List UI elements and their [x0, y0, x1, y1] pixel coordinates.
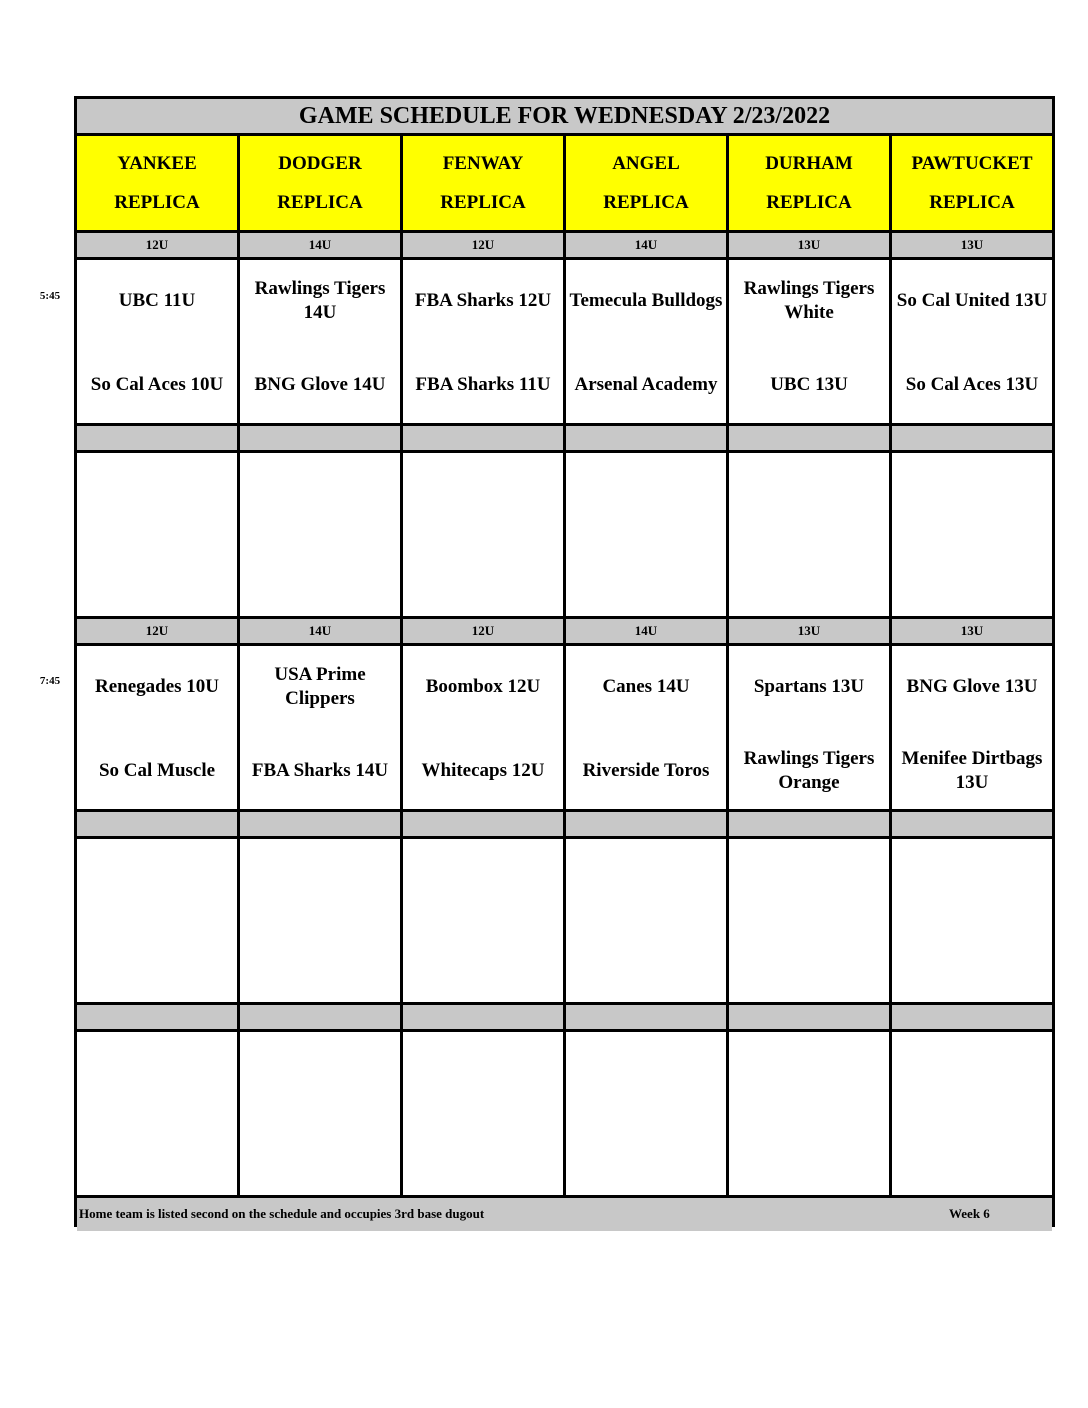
away-team: USA Prime Clippers	[274, 664, 366, 709]
empty-divider	[403, 426, 563, 450]
field-header-fenway	[403, 136, 563, 230]
field-sub: REPLICA	[440, 191, 526, 213]
empty-game-cell	[729, 839, 889, 1002]
empty-divider	[566, 426, 726, 450]
empty-divider	[729, 426, 889, 450]
empty-game-cell	[240, 1032, 400, 1195]
empty-game-cell	[566, 453, 726, 616]
empty-game-cell	[403, 1032, 563, 1195]
game-cell	[403, 260, 563, 423]
week-label: Week 6	[949, 1206, 990, 1221]
empty-game-cell	[77, 1032, 237, 1195]
empty-game-cell	[892, 1032, 1052, 1195]
division-label: 13U	[729, 619, 889, 643]
empty-game-cell	[892, 453, 1052, 616]
empty-game-cell	[566, 839, 726, 1002]
away-team: Spartans 13U	[753, 676, 865, 697]
field-sub: REPLICA	[929, 191, 1015, 213]
game-cell	[240, 260, 400, 423]
empty-game-cell	[892, 839, 1052, 1002]
away-team: Renegades 10U	[94, 676, 220, 697]
field-name: DODGER	[278, 152, 362, 174]
footer-note: Home team is listed second on the schedule and occupies 3rd base dugout	[79, 1206, 485, 1221]
home-team: So Cal Aces 13U	[905, 374, 1039, 395]
home-team: So Cal Muscle	[98, 760, 216, 781]
division-label: 14U	[566, 619, 726, 643]
field-header-dodger	[240, 136, 400, 230]
empty-divider	[240, 426, 400, 450]
game-cell	[729, 646, 889, 809]
empty-divider	[403, 1005, 563, 1029]
empty-game-cell	[240, 839, 400, 1002]
empty-divider	[892, 812, 1052, 836]
empty-game-cell	[729, 1032, 889, 1195]
field-name: ANGEL	[612, 152, 680, 174]
home-team: So Cal Aces 10U	[90, 374, 224, 395]
home-team: Rawlings Tigers Orange	[743, 748, 875, 793]
away-team: So Cal United 13U	[896, 290, 1048, 311]
home-team: Arsenal Academy	[574, 374, 718, 395]
time-label-slot-2: 7:45	[39, 675, 61, 687]
empty-divider	[566, 812, 726, 836]
field-header-yankee	[77, 136, 237, 230]
game-cell	[403, 646, 563, 809]
division-label: 13U	[892, 619, 1052, 643]
field-header-pawtucket	[892, 136, 1052, 230]
division-label: 14U	[566, 233, 726, 257]
field-name: DURHAM	[765, 152, 853, 174]
home-team: Menifee Dirtbags 13U	[901, 748, 1043, 793]
field-sub: REPLICA	[603, 191, 689, 213]
home-team: Riverside Toros	[582, 760, 710, 781]
field-header-angel	[566, 136, 726, 230]
field-sub: REPLICA	[277, 191, 363, 213]
home-team: FBA Sharks 11U	[415, 374, 551, 395]
empty-divider	[892, 1005, 1052, 1029]
empty-game-cell	[403, 453, 563, 616]
division-label: 13U	[729, 233, 889, 257]
home-team: UBC 13U	[770, 374, 848, 395]
game-cell	[566, 260, 726, 423]
empty-divider	[77, 812, 237, 836]
empty-game-cell	[729, 453, 889, 616]
empty-divider	[566, 1005, 726, 1029]
empty-divider	[892, 426, 1052, 450]
empty-divider	[77, 1005, 237, 1029]
empty-game-cell	[403, 839, 563, 1002]
game-cell	[892, 646, 1052, 809]
field-name: PAWTUCKET	[911, 152, 1033, 174]
away-team: Boombox 12U	[425, 676, 541, 697]
empty-divider	[77, 426, 237, 450]
division-label: 14U	[240, 233, 400, 257]
time-label-slot-1: 5:45	[39, 290, 61, 302]
schedule-title: GAME SCHEDULE FOR WEDNESDAY 2/23/2022	[77, 99, 1052, 133]
game-cell	[892, 260, 1052, 423]
schedule-table	[74, 96, 1055, 1227]
away-team: Temecula Bulldogs	[569, 290, 723, 311]
empty-divider	[729, 1005, 889, 1029]
empty-game-cell	[77, 839, 237, 1002]
away-team: UBC 11U	[118, 290, 196, 311]
away-team: Rawlings Tigers 14U	[254, 278, 386, 323]
empty-divider	[729, 812, 889, 836]
field-name: YANKEE	[117, 152, 197, 174]
field-header-durham	[729, 136, 889, 230]
division-label: 12U	[77, 233, 237, 257]
game-cell	[77, 646, 237, 809]
empty-divider	[240, 1005, 400, 1029]
division-label: 13U	[892, 233, 1052, 257]
away-team: BNG Glove 13U	[906, 676, 1038, 697]
field-name: FENWAY	[442, 152, 524, 174]
away-team: Canes 14U	[602, 676, 690, 697]
away-team: Rawlings Tigers White	[743, 278, 875, 323]
empty-divider	[240, 812, 400, 836]
empty-game-cell	[77, 453, 237, 616]
game-cell	[566, 646, 726, 809]
away-team: FBA Sharks 12U	[414, 290, 552, 311]
home-team: Whitecaps 12U	[421, 760, 545, 781]
home-team: BNG Glove 14U	[254, 374, 386, 395]
division-label: 12U	[403, 233, 563, 257]
game-cell	[240, 646, 400, 809]
game-cell	[729, 260, 889, 423]
empty-game-cell	[566, 1032, 726, 1195]
division-label: 14U	[240, 619, 400, 643]
home-team: FBA Sharks 14U	[251, 760, 389, 781]
field-sub: REPLICA	[114, 191, 200, 213]
game-cell	[77, 260, 237, 423]
field-sub: REPLICA	[766, 191, 852, 213]
schedule-footer	[77, 1198, 1052, 1231]
division-label: 12U	[403, 619, 563, 643]
empty-divider	[403, 812, 563, 836]
division-label: 12U	[77, 619, 237, 643]
empty-game-cell	[240, 453, 400, 616]
